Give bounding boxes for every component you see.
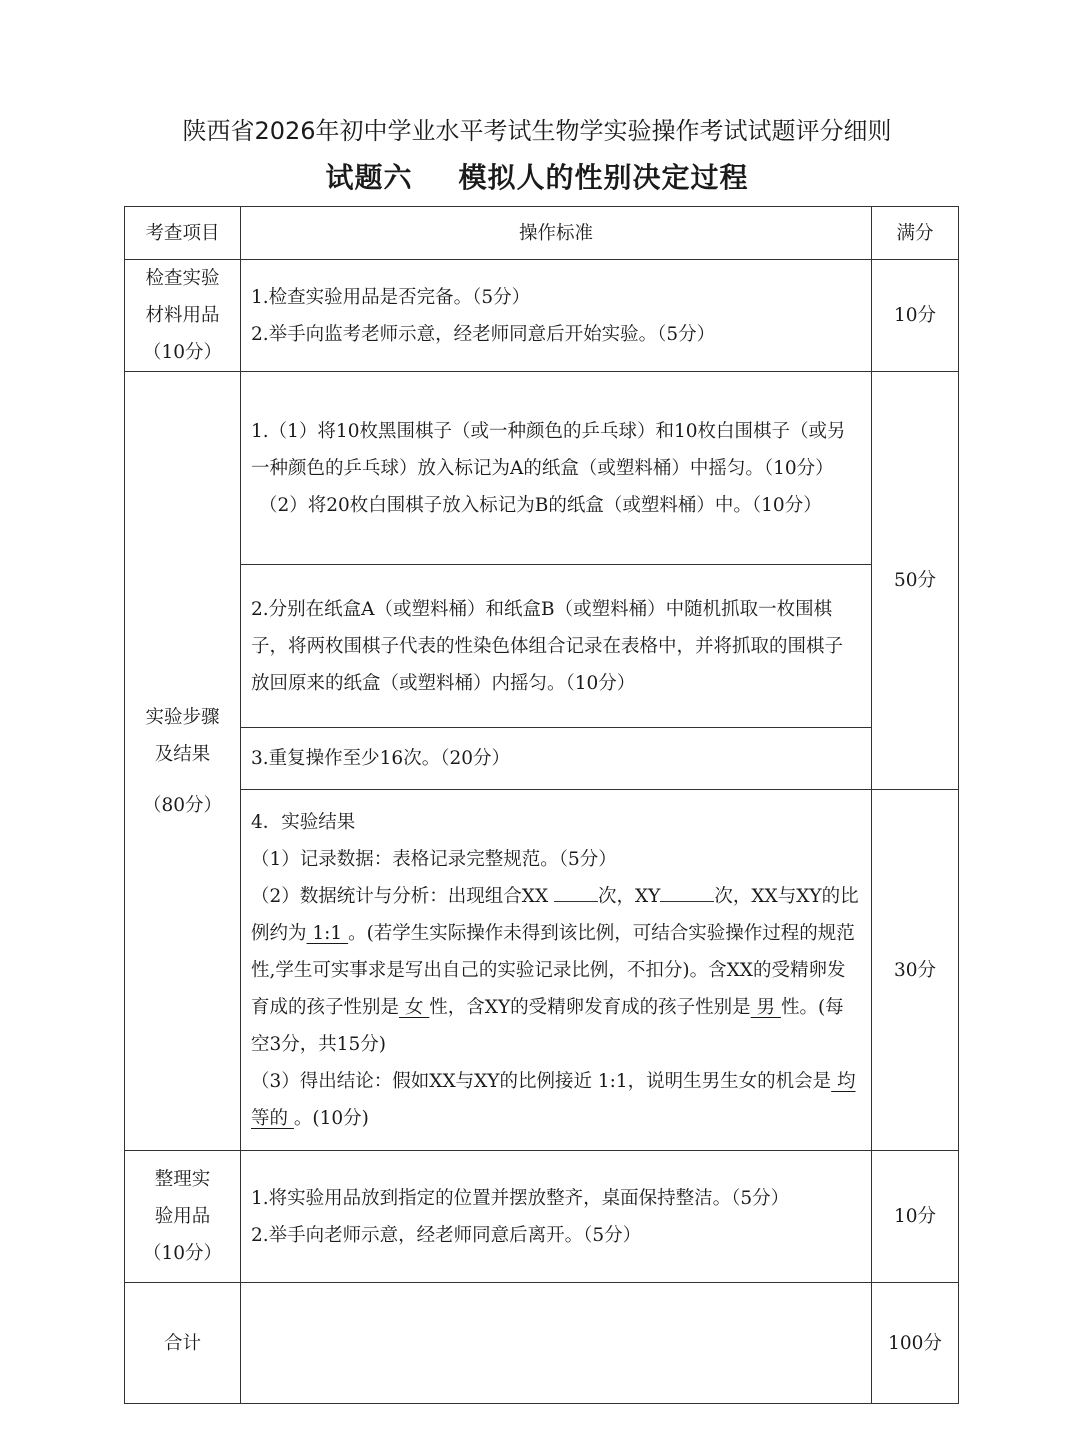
- question-number: 试题六: [325, 161, 413, 194]
- question-name: 模拟人的性别决定过程: [458, 161, 749, 194]
- standard-check: [241, 260, 872, 372]
- col-header-standard: 操作标准: [241, 207, 872, 260]
- table-row-step1: [125, 372, 959, 565]
- table-row-step4: [125, 790, 959, 1151]
- answer-male: 男: [750, 996, 781, 1018]
- step4-analysis: （2）数据统计与分析：出现组合XX 次，XY 次，XX与XY的比例约为 1:1 。(若学生实际操作未得到该比例，可结合实验操作过程的规范性,学生可实事求是写出自己的实验记录比例，不扣分)。含XX的受精卵发育成的孩子性别是 女 性，含XY的受精卵发育成的孩子性别是 男 性。(每空3分，共15分): [251, 878, 861, 1063]
- step4-record: （1）记录数据：表格记录完整规范。（5分）: [251, 848, 617, 870]
- score-cleanup: 10分: [872, 1151, 959, 1283]
- answer-equal: 均等的: [251, 1070, 856, 1129]
- total-score: 100分: [872, 1283, 959, 1404]
- step4-heading: 4．实验结果: [251, 811, 356, 833]
- table-row-step2: [125, 565, 959, 728]
- total-standard-empty: [241, 1283, 872, 1404]
- cleanup-item-1: 1.将实验用品放到指定的位置并摆放整齐，桌面保持整洁。（5分）: [251, 1187, 790, 1209]
- document-subtitle: [0, 157, 1074, 199]
- document-title: 陕西省2026年初中学业水平考试生物学实验操作考试试题评分细则: [182, 117, 892, 145]
- step4-conclusion: （3）得出结论：假如XX与XY的比例接近 1:1，说明生男生女的机会是 均等的 。(10分): [251, 1070, 856, 1129]
- cleanup-item-2: 2.举手向老师示意，经老师同意后离开。（5分）: [251, 1224, 642, 1246]
- answer-female: 女: [399, 996, 430, 1018]
- category-steps: 实验步骤 及结果 （80分）: [125, 372, 241, 1151]
- check-item-1: 1.检查实验用品是否完备。（5分）: [251, 286, 531, 308]
- standard-step1: [241, 372, 872, 565]
- col-header-score: 满分: [872, 207, 959, 260]
- table-row-check: [125, 260, 959, 372]
- scoring-table: [124, 206, 959, 1404]
- table-row-total: [125, 1283, 959, 1404]
- table-row-step3: [125, 728, 959, 790]
- col-header-item: 考查项目: [125, 207, 241, 260]
- answer-ratio: 1:1: [306, 922, 349, 944]
- blank-xx-count: [554, 879, 598, 902]
- total-label: 合计: [125, 1283, 241, 1404]
- standard-cleanup: [241, 1151, 872, 1283]
- standard-step4: [241, 790, 872, 1151]
- category-check: 检查实验 材料用品 （10分）: [125, 260, 241, 372]
- category-cleanup: 整理实 验用品 （10分）: [125, 1151, 241, 1283]
- score-check: 10分: [872, 260, 959, 372]
- blank-xy-count: [660, 879, 714, 902]
- standard-step2: 2.分别在纸盒A（或塑料桶）和纸盒B（或塑料桶）中随机抓取一枚围棋子，将两枚围棋子代表的性染色体组合记录在表格中，并将抓取的围棋子放回原来的纸盒（或塑料桶）内摇匀。（10分）: [241, 565, 872, 728]
- standard-step3: 3.重复操作至少16次。（20分）: [241, 728, 872, 790]
- table-row-cleanup: [125, 1151, 959, 1283]
- check-item-2: 2.举手向监考老师示意，经老师同意后开始实验。（5分）: [251, 323, 716, 345]
- score-steps-123: 50分: [872, 372, 959, 790]
- table-header-row: [125, 207, 959, 260]
- step1-part1: 1.（1）将10枚黑围棋子（或一种颜色的乒乓球）和10枚白围棋子（或另一种颜色的乒乓球）放入标记为A的纸盒（或塑料桶）中摇匀。（10分）: [251, 420, 846, 479]
- score-step4: 30分: [872, 790, 959, 1151]
- step1-part2: （2）将20枚白围棋子放入标记为B的纸盒（或塑料桶）中。（10分）: [259, 494, 822, 516]
